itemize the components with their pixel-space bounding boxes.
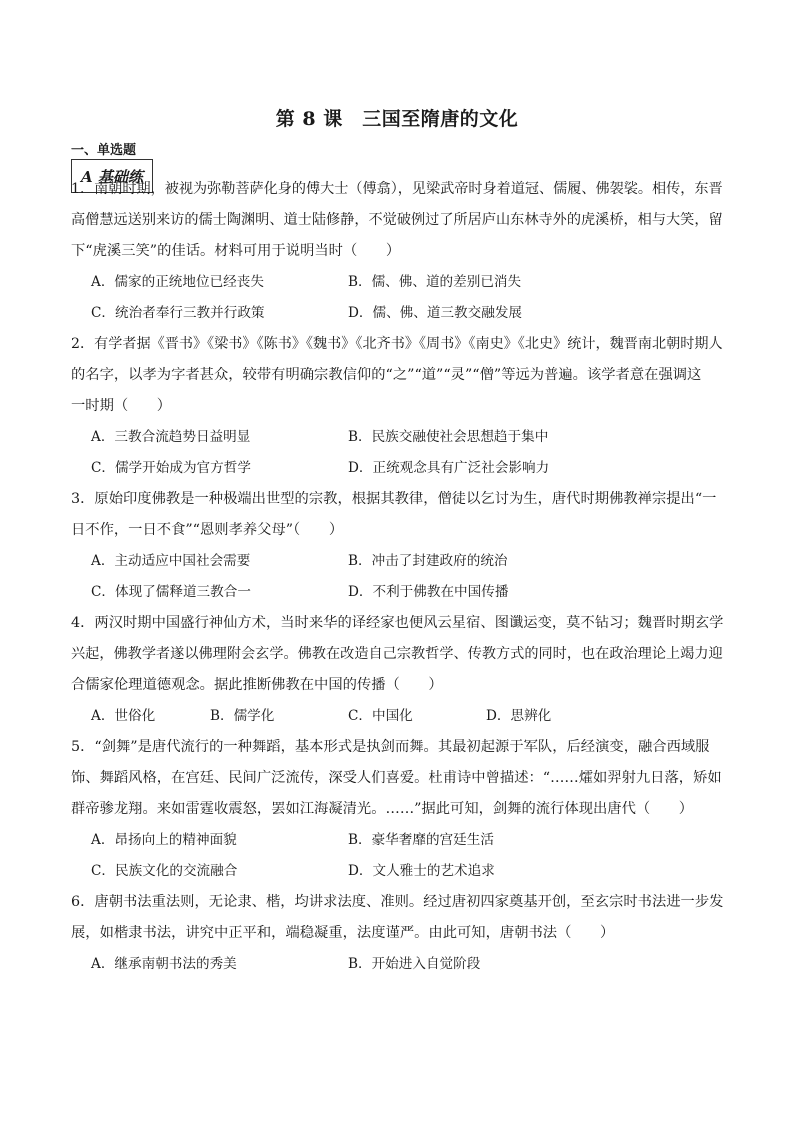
question-5-line-2: 饰、舞蹈风格，在宫廷、民间广泛流传，深受人们喜爱。杜甫诗中曾描述：“……㸌如羿射九日落，矫如 xyxy=(71,770,722,786)
question-2-option-b[interactable]: B．民族交融使社会思想趋于集中 xyxy=(348,429,549,445)
question-3-option-a[interactable]: A．主动适应中国社会需要 xyxy=(91,553,251,569)
question-4-option-b[interactable]: B．儒学化 xyxy=(210,708,275,724)
question-2-option-d[interactable]: D．正统观念具有广泛社会影响力 xyxy=(348,460,550,476)
question-6-line-1: 6．唐朝书法重法则，无论隶、楷，均讲求法度、准则。经过唐初四家奠基开创，至玄宗时书法进一步发 xyxy=(71,894,724,910)
question-3-option-c[interactable]: C．体现了儒释道三教合一 xyxy=(91,584,251,600)
question-4-option-d[interactable]: D．思辨化 xyxy=(486,708,552,724)
question-1-line-3: 下“虎溪三笑”的佳话。材料可用于说明当时（ ） xyxy=(71,243,401,259)
question-4-line-3: 合儒家伦理道德观念。据此推断佛教在中国的传播（ ） xyxy=(71,677,443,693)
section-heading: 一、单选题 xyxy=(71,143,137,158)
question-5-line-1: 5．“剑舞”是唐代流行的一种舞蹈，基本形式是执剑而舞。其最初起源于军队，后经演变，融合西域服 xyxy=(71,739,710,755)
question-6-line-2: 展，如楷隶书法，讲究中正平和，端稳凝重，法度谨严。由此可知，唐朝书法（ ） xyxy=(71,925,615,941)
question-6-option-b[interactable]: B．开始进入自觉阶段 xyxy=(348,956,481,972)
question-5-line-3: 群帝骖龙翔。来如雷霆收震怒，罢如江海凝清光。……”据此可知，剑舞的流行体现出唐代（ ） xyxy=(71,801,694,817)
question-2-option-c[interactable]: C．儒学开始成为官方哲学 xyxy=(91,460,251,476)
question-5-option-b[interactable]: B．豪华奢靡的宫廷生活 xyxy=(348,832,494,848)
question-5-option-a[interactable]: A．昂扬向上的精神面貌 xyxy=(91,832,237,848)
question-1-option-a[interactable]: A．儒家的正统地位已经丧失 xyxy=(91,274,264,290)
question-3-option-d[interactable]: D．不利于佛教在中国传播 xyxy=(348,584,509,600)
question-4-line-2: 兴起，佛教学者遂以佛理附会玄学。佛教在改造自己宗教哲学、传教方式的同时，也在政治理论上竭力迎 xyxy=(71,646,723,662)
question-2-option-a[interactable]: A．三教合流趋势日益明显 xyxy=(91,429,251,445)
question-3-line-2: 日不作，一日不食”“恩则孝养父母”（ ） xyxy=(71,522,344,538)
question-6-option-a[interactable]: A．继承南朝书法的秀美 xyxy=(91,956,237,972)
question-5-option-d[interactable]: D．文人雅士的艺术追求 xyxy=(348,863,495,879)
question-5-option-c[interactable]: C．民族文化的交流融合 xyxy=(91,863,238,879)
question-4-option-a[interactable]: A．世俗化 xyxy=(91,708,156,724)
question-1-option-b[interactable]: B．儒、佛、道的差别已消失 xyxy=(348,274,522,290)
question-2-line-1: 2．有学者据《晋书》《梁书》《陈书》《魏书》《北齐书》《周书》《南史》《北史》统计，魏晋南北朝时期人 xyxy=(71,336,723,352)
question-1-option-d[interactable]: D．儒、佛、道三教交融发展 xyxy=(348,305,523,321)
page-title: 第 8 课 三国至隋唐的文化 xyxy=(275,108,519,130)
question-1-line-2: 高僧慧远送别来访的儒士陶渊明、道士陆修静，不觉破例过了所居庐山东林寺外的虎溪桥，相与大笑，留 xyxy=(71,212,723,228)
question-2-line-2: 的名字，以孝为字者甚众，较带有明确宗教信仰的“之”“道”“灵”“僧”等远为普遍。该学者意在强调这 xyxy=(71,367,702,383)
question-2-line-3: 一时期（ ） xyxy=(71,398,172,414)
question-1-option-c[interactable]: C．统治者奉行三教并行政策 xyxy=(91,305,265,321)
question-3-option-b[interactable]: B．冲击了封建政府的统治 xyxy=(348,553,508,569)
level-box-label: A 基础练 xyxy=(71,159,153,193)
question-4-line-1: 4．两汉时期中国盛行神仙方术，当时来华的译经家也便风云星宿、图谶运变，莫不钻习；魏晋时期玄学 xyxy=(71,615,724,631)
question-3-line-1: 3．原始印度佛教是一种极端出世型的宗教，根据其教律，僧徒以乞讨为生，唐代时期佛教禅宗提出“一 xyxy=(71,491,717,507)
question-1-line-1: 1．南朝时期，被视为弥勒菩萨化身的傅大士（傅翕），见梁武帝时身着道冠、儒履、佛袈裟。相传，东晋 xyxy=(71,181,723,197)
question-4-option-c[interactable]: C．中国化 xyxy=(348,708,413,724)
